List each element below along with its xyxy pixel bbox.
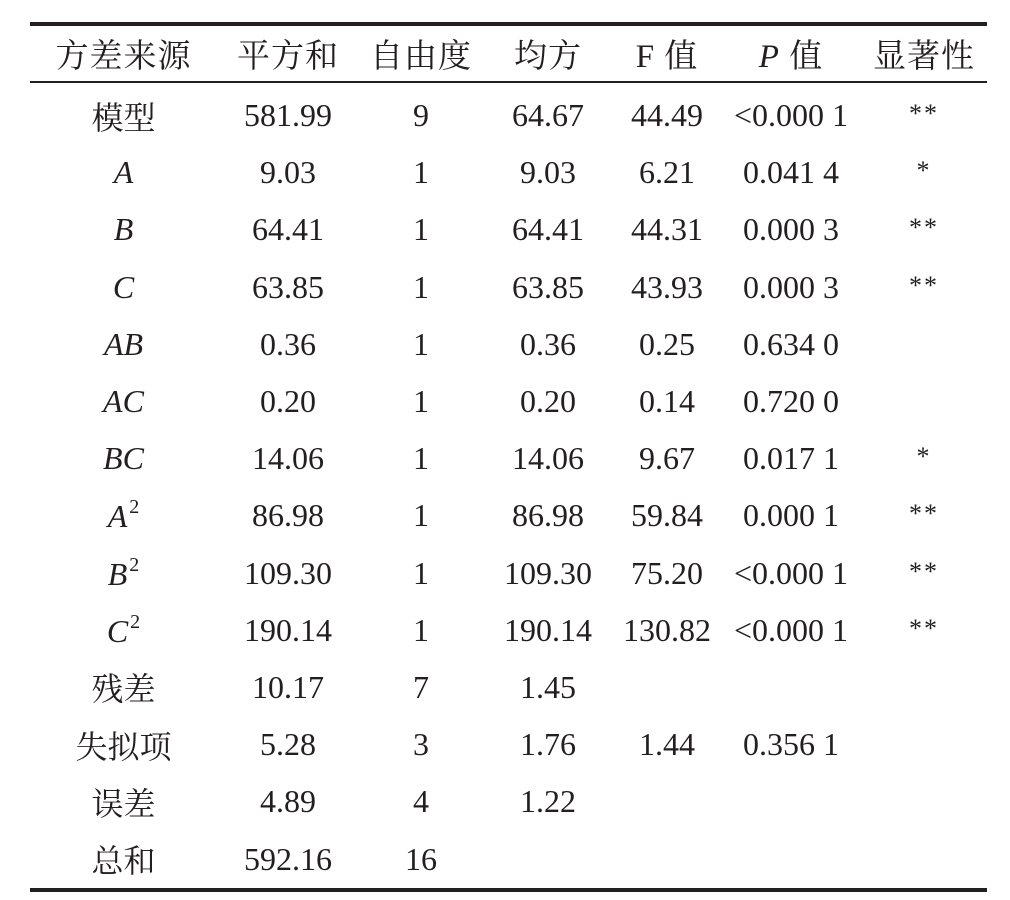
cell-sum-of-squares <box>217 316 359 373</box>
cell-significance-text: * <box>916 442 932 472</box>
cell-sum-of-squares-text: 14.06 <box>252 440 324 477</box>
cell-significance-text: ** <box>909 99 939 129</box>
cell-f-value-text: 43.93 <box>631 268 703 305</box>
source-superscript: 2 <box>129 553 140 576</box>
cell-source <box>30 487 217 544</box>
cell-mean-square <box>483 602 613 659</box>
cell-degrees-of-freedom <box>359 716 483 773</box>
cell-mean-square-text: 1.22 <box>520 783 576 820</box>
cell-f-value-text: 0.14 <box>639 383 695 420</box>
header-significance: 显著性 <box>873 39 975 75</box>
cell-mean-square-text: 63.85 <box>512 268 584 305</box>
cell-source <box>30 659 217 716</box>
cell-significance <box>861 316 987 373</box>
cell-p-value <box>721 830 861 887</box>
cell-f-value-text: 6.21 <box>639 154 695 191</box>
cell-mean-square <box>483 144 613 201</box>
cell-sum-of-squares-text: 64.41 <box>252 211 324 248</box>
cell-degrees-of-freedom <box>359 545 483 602</box>
cell-f-value-text: 44.49 <box>631 97 703 134</box>
header-source: 方差来源 <box>55 39 192 75</box>
cell-f-value <box>613 716 721 773</box>
cell-sum-of-squares-text: 4.89 <box>260 783 316 820</box>
source-label: B <box>113 211 134 248</box>
table-header <box>30 26 987 81</box>
cell-p-value-text: <0.000 1 <box>733 611 849 648</box>
cell-mean-square-text: 86.98 <box>512 497 584 534</box>
cell-p-value-text: 0.000 3 <box>743 268 839 305</box>
cell-mean-square <box>483 830 613 887</box>
source-superscript: 2 <box>130 610 141 633</box>
cell-significance-text: ** <box>909 213 939 243</box>
cell-sum-of-squares-text: 109.30 <box>244 554 332 591</box>
cell-sum-of-squares-text: 63.85 <box>252 268 324 305</box>
source-label: C <box>106 612 129 649</box>
cell-degrees-of-freedom <box>359 830 483 887</box>
cell-mean-square <box>483 259 613 316</box>
cell-mean-square-text: 109.30 <box>504 554 592 591</box>
table-row <box>30 83 987 144</box>
cell-degrees-of-freedom-text: 3 <box>413 726 429 763</box>
cell-p-value-text: <0.000 1 <box>733 97 849 134</box>
cell-f-value-text: 75.20 <box>631 554 703 591</box>
header-f-value <box>613 26 721 81</box>
cell-f-value <box>613 201 721 258</box>
cell-sum-of-squares-text: 0.20 <box>260 383 316 420</box>
cell-sum-of-squares-text: 581.99 <box>244 97 332 134</box>
cell-degrees-of-freedom-text: 7 <box>413 668 429 705</box>
cell-sum-of-squares <box>217 830 359 887</box>
cell-f-value-text: 130.82 <box>623 611 711 648</box>
cell-significance <box>861 373 987 430</box>
cell-f-value <box>613 773 721 830</box>
cell-p-value-text: 0.000 3 <box>743 211 839 248</box>
header-f-suffix: 值 <box>664 39 699 75</box>
table-row <box>30 316 987 373</box>
cell-mean-square <box>483 716 613 773</box>
cell-p-value-text: 0.000 1 <box>743 497 839 534</box>
source-label: B <box>107 555 128 592</box>
cell-mean-square-text: 64.67 <box>512 97 584 134</box>
cell-mean-square <box>483 316 613 373</box>
cell-mean-square-text: 14.06 <box>512 440 584 477</box>
source-label: 失拟项 <box>75 728 172 765</box>
cell-degrees-of-freedom <box>359 83 483 144</box>
source-label: C <box>112 268 135 305</box>
source-label: 模型 <box>91 99 156 136</box>
cell-p-value <box>721 144 861 201</box>
cell-sum-of-squares-text: 592.16 <box>244 840 332 877</box>
cell-f-value <box>613 487 721 544</box>
cell-f-value-text: 0.25 <box>639 325 695 362</box>
cell-significance <box>861 201 987 258</box>
source-label: 残差 <box>91 671 156 708</box>
source-label: 误差 <box>91 785 156 822</box>
table-body <box>30 83 987 888</box>
source-label: BC <box>103 440 144 477</box>
source-label: AB <box>103 325 144 362</box>
cell-source <box>30 316 217 373</box>
cell-degrees-of-freedom-text: 9 <box>413 97 429 134</box>
cell-f-value <box>613 259 721 316</box>
cell-f-value <box>613 144 721 201</box>
cell-f-value <box>613 316 721 373</box>
cell-sum-of-squares <box>217 545 359 602</box>
cell-p-value <box>721 430 861 487</box>
source-label: A <box>113 154 134 191</box>
cell-sum-of-squares-text: 0.36 <box>260 325 316 362</box>
table-row <box>30 259 987 316</box>
cell-p-value-text: 0.720 0 <box>743 383 839 420</box>
cell-degrees-of-freedom-text: 4 <box>413 783 429 820</box>
cell-sum-of-squares-text: 190.14 <box>244 611 332 648</box>
source-label: A <box>107 498 128 535</box>
cell-f-value <box>613 659 721 716</box>
cell-degrees-of-freedom-text: 1 <box>413 325 429 362</box>
anova-grid <box>30 26 987 81</box>
cell-sum-of-squares <box>217 259 359 316</box>
cell-degrees-of-freedom <box>359 602 483 659</box>
cell-p-value <box>721 259 861 316</box>
header-p-letter: P <box>758 39 780 75</box>
cell-source <box>30 259 217 316</box>
cell-mean-square-text: 9.03 <box>520 154 576 191</box>
cell-f-value-text: 1.44 <box>639 726 695 763</box>
cell-degrees-of-freedom <box>359 259 483 316</box>
cell-degrees-of-freedom-text: 16 <box>405 840 437 877</box>
cell-degrees-of-freedom-text: 1 <box>413 154 429 191</box>
cell-significance <box>861 773 987 830</box>
table-row <box>30 716 987 773</box>
cell-source <box>30 201 217 258</box>
cell-p-value-text: 0.634 0 <box>743 325 839 362</box>
cell-mean-square <box>483 487 613 544</box>
table-row <box>30 659 987 716</box>
cell-source <box>30 430 217 487</box>
cell-source <box>30 83 217 144</box>
header-mean-square: 均方 <box>514 39 582 75</box>
table-row <box>30 773 987 830</box>
cell-p-value <box>721 201 861 258</box>
table-row <box>30 830 987 887</box>
cell-sum-of-squares <box>217 144 359 201</box>
cell-significance-text: ** <box>909 270 939 300</box>
header-p-suffix: 值 <box>789 39 824 75</box>
cell-degrees-of-freedom <box>359 773 483 830</box>
header-degrees-of-freedom: 自由度 <box>370 39 472 75</box>
cell-p-value <box>721 716 861 773</box>
cell-significance <box>861 259 987 316</box>
bottom-rule <box>30 888 987 892</box>
cell-significance <box>861 487 987 544</box>
cell-significance <box>861 716 987 773</box>
cell-significance <box>861 659 987 716</box>
cell-significance <box>861 430 987 487</box>
cell-f-value <box>613 602 721 659</box>
header-f-letter: F <box>635 39 656 75</box>
cell-degrees-of-freedom <box>359 144 483 201</box>
cell-p-value-text: 0.356 1 <box>743 726 839 763</box>
anova-body <box>30 83 987 888</box>
cell-sum-of-squares <box>217 83 359 144</box>
table-row <box>30 545 987 602</box>
cell-sum-of-squares <box>217 773 359 830</box>
cell-mean-square-text: 190.14 <box>504 611 592 648</box>
cell-p-value-text: 0.017 1 <box>743 440 839 477</box>
cell-sum-of-squares-text: 86.98 <box>252 497 324 534</box>
cell-significance <box>861 602 987 659</box>
table-row <box>30 602 987 659</box>
cell-degrees-of-freedom-text: 1 <box>413 383 429 420</box>
cell-f-value <box>613 430 721 487</box>
cell-mean-square-text: 0.20 <box>520 383 576 420</box>
cell-degrees-of-freedom <box>359 201 483 258</box>
header-row <box>30 26 987 81</box>
cell-significance-text: ** <box>909 613 939 643</box>
cell-mean-square <box>483 430 613 487</box>
source-label: 总和 <box>91 843 156 880</box>
cell-source <box>30 545 217 602</box>
cell-source <box>30 144 217 201</box>
cell-mean-square <box>483 83 613 144</box>
cell-sum-of-squares <box>217 373 359 430</box>
cell-source <box>30 716 217 773</box>
cell-sum-of-squares <box>217 201 359 258</box>
cell-mean-square <box>483 659 613 716</box>
cell-sum-of-squares-text: 5.28 <box>260 726 316 763</box>
cell-mean-square-text: 0.36 <box>520 325 576 362</box>
cell-source <box>30 602 217 659</box>
cell-degrees-of-freedom-text: 1 <box>413 497 429 534</box>
cell-degrees-of-freedom <box>359 659 483 716</box>
cell-source <box>30 830 217 887</box>
cell-p-value <box>721 659 861 716</box>
header-sum-of-squares: 平方和 <box>237 39 339 75</box>
cell-f-value <box>613 373 721 430</box>
cell-sum-of-squares-text: 9.03 <box>260 154 316 191</box>
cell-sum-of-squares <box>217 430 359 487</box>
cell-degrees-of-freedom-text: 1 <box>413 554 429 591</box>
cell-sum-of-squares <box>217 487 359 544</box>
cell-f-value-text: 44.31 <box>631 211 703 248</box>
table-row <box>30 201 987 258</box>
cell-p-value <box>721 83 861 144</box>
cell-degrees-of-freedom-text: 1 <box>413 611 429 648</box>
source-label: AC <box>103 383 144 420</box>
table-row <box>30 430 987 487</box>
cell-significance <box>861 830 987 887</box>
cell-mean-square <box>483 773 613 830</box>
cell-sum-of-squares-text: 10.17 <box>252 668 324 705</box>
cell-f-value-text: 9.67 <box>639 440 695 477</box>
cell-f-value-text: 59.84 <box>631 497 703 534</box>
cell-significance-text: ** <box>909 556 939 586</box>
cell-mean-square <box>483 373 613 430</box>
cell-source <box>30 773 217 830</box>
cell-f-value <box>613 545 721 602</box>
cell-significance-text: * <box>916 156 932 186</box>
cell-sum-of-squares <box>217 602 359 659</box>
cell-mean-square-text: 1.76 <box>520 726 576 763</box>
cell-degrees-of-freedom <box>359 430 483 487</box>
cell-degrees-of-freedom <box>359 487 483 544</box>
cell-mean-square <box>483 201 613 258</box>
cell-p-value-text: <0.000 1 <box>733 554 849 591</box>
cell-degrees-of-freedom-text: 1 <box>413 268 429 305</box>
cell-source <box>30 373 217 430</box>
cell-mean-square-text: 64.41 <box>512 211 584 248</box>
cell-mean-square <box>483 545 613 602</box>
cell-p-value <box>721 602 861 659</box>
source-superscript: 2 <box>129 496 140 519</box>
table-row <box>30 487 987 544</box>
cell-p-value <box>721 316 861 373</box>
table-row <box>30 373 987 430</box>
cell-significance <box>861 545 987 602</box>
cell-significance <box>861 144 987 201</box>
cell-degrees-of-freedom <box>359 373 483 430</box>
cell-degrees-of-freedom-text: 1 <box>413 211 429 248</box>
cell-p-value-text: 0.041 4 <box>743 154 839 191</box>
cell-sum-of-squares <box>217 716 359 773</box>
cell-significance <box>861 83 987 144</box>
cell-p-value <box>721 773 861 830</box>
cell-degrees-of-freedom <box>359 316 483 373</box>
table-row <box>30 144 987 201</box>
cell-p-value <box>721 545 861 602</box>
cell-p-value <box>721 373 861 430</box>
cell-f-value <box>613 830 721 887</box>
cell-p-value <box>721 487 861 544</box>
cell-mean-square-text: 1.45 <box>520 668 576 705</box>
cell-significance-text: ** <box>909 499 939 529</box>
cell-degrees-of-freedom-text: 1 <box>413 440 429 477</box>
cell-sum-of-squares <box>217 659 359 716</box>
anova-table <box>30 22 987 892</box>
cell-f-value <box>613 83 721 144</box>
header-p-value <box>721 26 861 81</box>
